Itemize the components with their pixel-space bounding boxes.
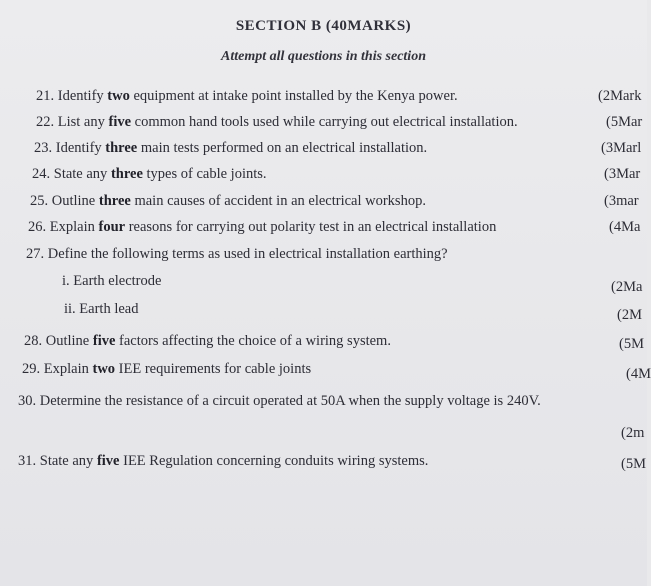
question-25: 25. Outline three main causes of accident in an electrical workshop. xyxy=(30,193,426,209)
question-30: 30. Determine the resistance of a circuit operated at 50A when the supply voltage is 240V. xyxy=(18,393,541,409)
question-26-marks: (4Ma xyxy=(609,219,641,235)
question-27-part-i-marks: (2Ma xyxy=(611,279,643,295)
question-26: 26. Explain four reasons for carrying out polarity test in an electrical installation xyxy=(28,219,497,235)
question-29: 29. Explain two IEE requirements for cable joints xyxy=(22,361,312,377)
section-title: SECTION B (40MARKS) xyxy=(235,18,412,34)
question-27-part-ii: ii. Earth lead xyxy=(64,301,139,317)
question-24-marks: (3Mar xyxy=(604,166,641,182)
question-21: 21. Identify two equipment at intake point installed by the Kenya power. xyxy=(36,88,458,104)
question-27: 27. Define the following terms as used in electrical installation earthing? xyxy=(26,246,448,262)
question-31-marks: (5M xyxy=(621,456,646,472)
question-27-part-ii-marks: (2M xyxy=(617,307,642,323)
question-28: 28. Outline five factors affecting the choice of a wiring system. xyxy=(24,333,391,349)
question-28-marks: (5M xyxy=(619,336,644,352)
question-23-marks: (3Marl xyxy=(601,140,642,156)
question-25-marks: (3mar xyxy=(604,193,639,209)
question-29-marks: (4M xyxy=(626,366,651,382)
section-instruction: Attempt all questions in this section xyxy=(221,49,426,64)
question-24: 24. State any three types of cable joints. xyxy=(32,166,267,182)
question-21-marks: (2Mark xyxy=(598,88,642,104)
question-30-marks: (2m xyxy=(621,425,645,441)
question-31: 31. State any five IEE Regulation concerning conduits wiring systems. xyxy=(18,453,429,469)
question-23: 23. Identify three main tests performed on an electrical installation. xyxy=(34,140,428,156)
question-22: 22. List any five common hand tools used while carrying out electrical installation. xyxy=(36,114,518,130)
question-27-part-i: i. Earth electrode xyxy=(62,273,162,289)
question-22-marks: (5Mar xyxy=(606,114,643,130)
